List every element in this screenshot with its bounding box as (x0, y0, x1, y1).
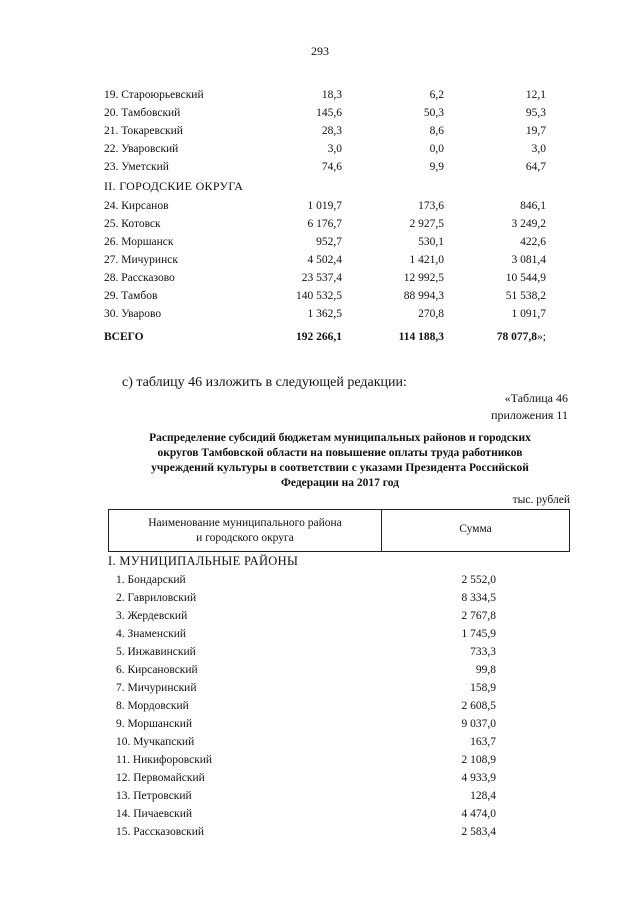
total-label: ВСЕГО (104, 331, 144, 343)
value-part1: 50,3 (423, 107, 444, 119)
table-row (0, 806, 640, 823)
value-total: 6 176,7 (307, 218, 342, 230)
city-name: 28. Рассказово (104, 272, 175, 284)
value-part1: 88 994,3 (403, 290, 444, 302)
district-name: 9. Моршанский (116, 718, 193, 730)
title-line: Федерации на 2017 год (281, 477, 399, 489)
district-sum: 2 608,5 (461, 700, 496, 712)
value-part2: 19,7 (525, 125, 546, 137)
value-part2: 422,6 (520, 236, 546, 248)
district-name: 1. Бондарский (116, 574, 186, 586)
value-total: 1 362,5 (307, 308, 342, 320)
table-row (0, 87, 640, 103)
city-name: 24. Кирсанов (104, 200, 169, 212)
value-total: 4 502,4 (307, 254, 342, 266)
table2-title (110, 431, 570, 491)
table2-header (108, 509, 570, 552)
district-name: 6. Кирсановский (116, 664, 198, 676)
district-sum: 158,9 (470, 682, 496, 694)
city-name: 29. Тамбов (104, 290, 158, 302)
value-part1: 9,9 (429, 161, 444, 173)
total-value: 192 266,1 (296, 331, 342, 343)
table-row (0, 626, 640, 643)
table-row (0, 662, 640, 679)
district-name: 8. Мордовский (116, 700, 189, 712)
city-name: 25. Котовск (104, 218, 161, 230)
value-part1: 1 421,0 (409, 254, 444, 266)
table-row (0, 105, 640, 121)
value-total: 74,6 (321, 161, 342, 173)
district-name: 13. Петровский (116, 790, 192, 802)
header-sum-column: Сумма (459, 523, 492, 535)
district-name: 3. Жердевский (116, 610, 188, 622)
table-row (0, 234, 640, 250)
table-ref-line1: «Таблица 46 (504, 391, 568, 405)
value-part1: 2 927,5 (409, 218, 444, 230)
district-name: 23. Уметский (104, 161, 169, 173)
units-label: тыс. рублей (512, 494, 570, 506)
title-line: округов Тамбовской области на повышение оплаты труда работников (157, 447, 523, 459)
district-name: 14. Пичаевский (116, 808, 193, 820)
value-part1: 0,0 (429, 143, 444, 155)
title-line: Распределение субсидий бюджетам муниципальных районов и городских (149, 432, 531, 444)
value-part2: 3 249,2 (511, 218, 546, 230)
table-row (0, 216, 640, 232)
district-sum: 1 745,9 (461, 628, 496, 640)
district-sum: 163,7 (470, 736, 496, 748)
value-part2: 3,0 (531, 143, 546, 155)
value-total: 28,3 (321, 125, 342, 137)
value-total: 952,7 (316, 236, 342, 248)
district-name: 4. Знаменский (116, 628, 187, 640)
value-part2: 64,7 (525, 161, 546, 173)
table-ref-line2: приложения 11 (491, 408, 568, 422)
table-row (0, 752, 640, 769)
district-sum: 2 108,9 (461, 754, 496, 766)
closing-quote: »; (537, 331, 546, 343)
district-name: 21. Токаревский (104, 125, 183, 137)
value-part1: 12 992,5 (403, 272, 444, 284)
value-total: 18,3 (321, 89, 342, 101)
district-name: 5. Инжавинский (116, 646, 196, 658)
total-part1: 114 188,3 (398, 331, 444, 343)
value-part2: 1 091,7 (511, 308, 546, 320)
table-row (0, 141, 640, 157)
section-heading-municipal-districts: I. МУНИЦИПАЛЬНЫЕ РАЙОНЫ (108, 554, 299, 568)
value-part1: 8,6 (429, 125, 444, 137)
page-number: 293 (311, 44, 329, 58)
value-part2: 95,3 (525, 107, 546, 119)
district-sum: 2 583,4 (461, 826, 496, 838)
district-sum: 4 933,9 (461, 772, 496, 784)
value-part2: 3 081,4 (511, 254, 546, 266)
table-reference (491, 390, 568, 424)
total-row (0, 329, 640, 345)
table-row (0, 270, 640, 286)
district-name: 7. Мичуринский (116, 682, 197, 694)
value-total: 140 532,5 (296, 290, 342, 302)
value-total: 23 537,4 (301, 272, 342, 284)
table-row (0, 159, 640, 175)
district-name: 15. Рассказовский (116, 826, 205, 838)
total-part2: 78 077,8»; (496, 331, 546, 343)
header-name-line2: и городского округа (196, 532, 294, 544)
district-sum: 733,3 (470, 646, 496, 658)
amendment-text: с) таблицу 46 изложить в следующей редакции: (122, 375, 407, 390)
value-part1: 173,6 (418, 200, 444, 212)
table-row (0, 198, 640, 214)
district-sum: 128,4 (470, 790, 496, 802)
table-row (0, 788, 640, 805)
table-row (0, 608, 640, 625)
table-row (0, 716, 640, 733)
district-sum: 2 552,0 (461, 574, 496, 586)
table-row (0, 644, 640, 661)
table-row (0, 306, 640, 322)
table-row (0, 680, 640, 697)
table-row (0, 572, 640, 589)
section-heading-city-districts: II. ГОРОДСКИЕ ОКРУГА (104, 179, 244, 193)
district-name: 12. Первомайский (116, 772, 205, 784)
table-row (0, 123, 640, 139)
district-name: 19. Староюрьевский (104, 89, 204, 101)
header-name-line1: Наименование муниципального района (148, 517, 342, 529)
district-sum: 2 767,8 (461, 610, 496, 622)
city-name: 26. Моршанск (104, 236, 174, 248)
value-part1: 6,2 (429, 89, 444, 101)
value-part2: 846,1 (520, 200, 546, 212)
district-name: 22. Уваровский (104, 143, 179, 155)
city-name: 27. Мичуринск (104, 254, 178, 266)
district-name: 20. Тамбовский (104, 107, 181, 119)
value-part2: 12,1 (525, 89, 546, 101)
district-name: 11. Никифоровский (116, 754, 213, 766)
value-part2: 10 544,9 (505, 272, 546, 284)
district-sum: 9 037,0 (461, 718, 496, 730)
table-row (0, 590, 640, 607)
header-name-column (109, 516, 381, 546)
table-row (0, 734, 640, 751)
value-part2: 51 538,2 (505, 290, 546, 302)
value-total: 1 019,7 (307, 200, 342, 212)
city-name: 30. Уварово (104, 308, 162, 320)
table-row (0, 252, 640, 268)
table-row (0, 824, 640, 841)
title-line: учреждений культуры в соответствии с указами Президента Российской (151, 462, 529, 474)
table-row (0, 288, 640, 304)
value-part1: 530,1 (418, 236, 444, 248)
district-name: 10. Мучкапский (116, 736, 195, 748)
value-part1: 270,8 (418, 308, 444, 320)
district-sum: 4 474,0 (461, 808, 496, 820)
district-sum: 99,8 (475, 664, 496, 676)
district-sum: 8 334,5 (461, 592, 496, 604)
district-name: 2. Гавриловский (116, 592, 197, 604)
table-row (0, 770, 640, 787)
value-total: 145,6 (316, 107, 342, 119)
value-total: 3,0 (327, 143, 342, 155)
table-row (0, 698, 640, 715)
